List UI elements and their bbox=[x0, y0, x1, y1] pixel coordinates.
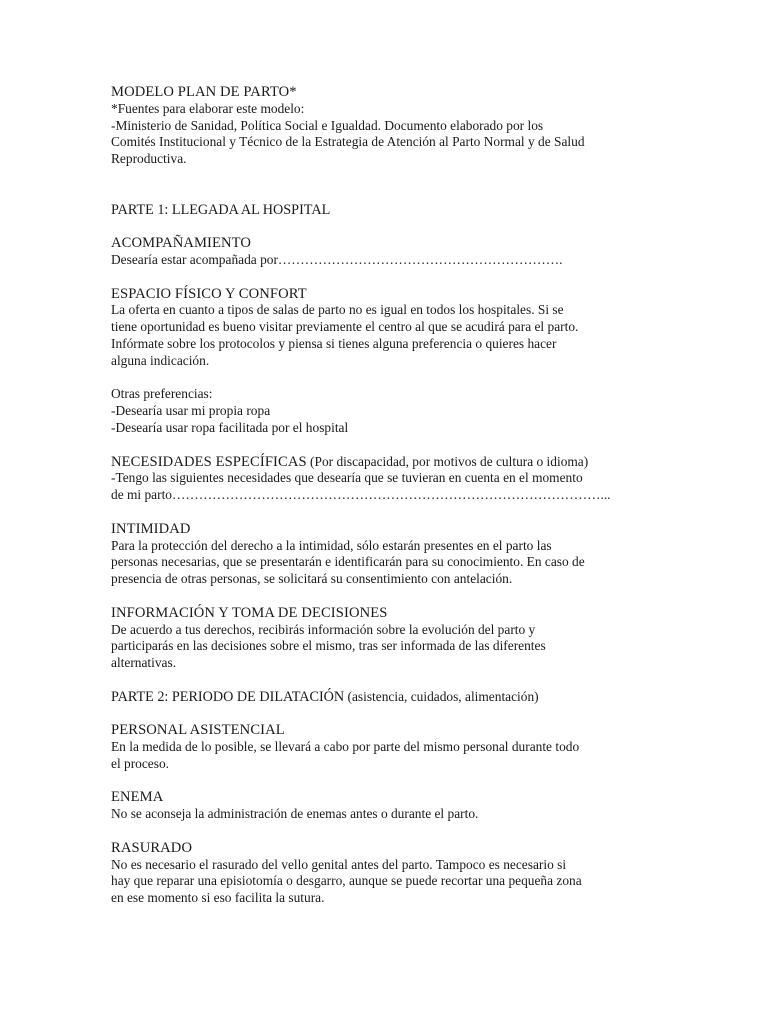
part-2-title: PARTE 2: PERIODO DE DILATACIÓN bbox=[111, 688, 345, 705]
paragraph-line: en ese momento si eso facilita la sutura. bbox=[111, 890, 325, 906]
source-line: -Ministerio de Sanidad, Política Social e Igualdad. Documento elaborado por los bbox=[111, 117, 544, 133]
part-1-heading: PARTE 1: LLEGADA AL HOSPITAL bbox=[111, 201, 331, 218]
section-heading-intimidad: INTIMIDAD bbox=[111, 520, 191, 537]
paragraph-line: No se aconseja la administración de enemas antes o durante el parto. bbox=[111, 806, 479, 822]
paragraph-line: hay que reparar una episiotomía o desgarro, aunque se puede recortar una pequeña zona bbox=[111, 873, 582, 889]
part-2-suffix: (asistencia, cuidados, alimentación) bbox=[344, 688, 539, 704]
paragraph-line: No es necesario el rasurado del vello genital antes del parto. Tampoco es necesario si bbox=[111, 856, 567, 872]
paragraph-line: De acuerdo a tus derechos, recibirás información sobre la evolución del parto y bbox=[111, 621, 536, 637]
section-heading-necesidades bbox=[111, 454, 663, 471]
document-page bbox=[111, 84, 663, 907]
paragraph-line: alguna indicación. bbox=[111, 352, 210, 368]
document-title: MODELO PLAN DE PARTO* bbox=[111, 84, 297, 100]
source-line: Reproductiva. bbox=[111, 151, 187, 167]
section-heading-rasurado: RASURADO bbox=[111, 839, 193, 856]
paragraph-line: personas necesarias, que se presentarán e identificarán para su conocimiento. En caso de bbox=[111, 554, 585, 570]
paragraph-line: alternativas. bbox=[111, 655, 177, 671]
part-2-heading bbox=[111, 689, 663, 706]
preference-item: -Desearía usar ropa facilitada por el hospital bbox=[111, 419, 349, 435]
paragraph-line: -Tengo las siguientes necesidades que desearía que se tuvieran en cuenta en el momento bbox=[111, 470, 583, 486]
paragraph-line: La oferta en cuanto a tipos de salas de parto no es igual en todos los hospitales. Si se bbox=[111, 302, 564, 318]
preference-item: -Desearía usar mi propia ropa bbox=[111, 403, 271, 419]
source-line: Comités Institucional y Técnico de la Estrategia de Atención al Parto Normal y de Salud bbox=[111, 134, 585, 150]
paragraph-line: presencia de otras personas, se solicitará su consentimiento con antelación. bbox=[111, 571, 513, 587]
section-heading-acompanamiento: ACOMPAÑAMIENTO bbox=[111, 235, 252, 252]
paragraph-line: tiene oportunidad es bueno visitar previamente el centro al que se acudirá para el parto. bbox=[111, 319, 579, 335]
section-heading-personal: PERSONAL ASISTENCIAL bbox=[111, 722, 285, 739]
section-heading-espacio: ESPACIO FÍSICO Y CONFORT bbox=[111, 285, 307, 302]
section-heading-enema: ENEMA bbox=[111, 789, 164, 806]
necesidades-title: NECESIDADES ESPECÍFICAS bbox=[111, 453, 307, 470]
paragraph-line: En la medida de lo posible, se llevará a cabo por parte del mismo personal durante todo bbox=[111, 739, 580, 755]
sources-label: *Fuentes para elaborar este modelo: bbox=[111, 100, 305, 116]
paragraph-line: Infórmate sobre los protocolos y piensa si tienes alguna preferencia o quieres hacer bbox=[111, 335, 557, 351]
other-preferences-label: Otras preferencias: bbox=[111, 386, 213, 402]
paragraph-line: Para la protección del derecho a la intimidad, sólo estarán presentes en el parto las bbox=[111, 537, 552, 553]
paragraph-line: participarás en las decisiones sobre el mismo, tras ser informada de las diferentes bbox=[111, 638, 546, 654]
necesidades-suffix: (Por discapacidad, por motivos de cultura o idioma) bbox=[306, 453, 589, 469]
paragraph-line: el proceso. bbox=[111, 755, 170, 771]
section-heading-informacion: INFORMACIÓN Y TOMA DE DECISIONES bbox=[111, 604, 388, 621]
paragraph-line: de mi parto……………………………………………………………………………………... bbox=[111, 487, 611, 503]
paragraph-line: Desearía estar acompañada por………………………………………………………. bbox=[111, 251, 563, 267]
